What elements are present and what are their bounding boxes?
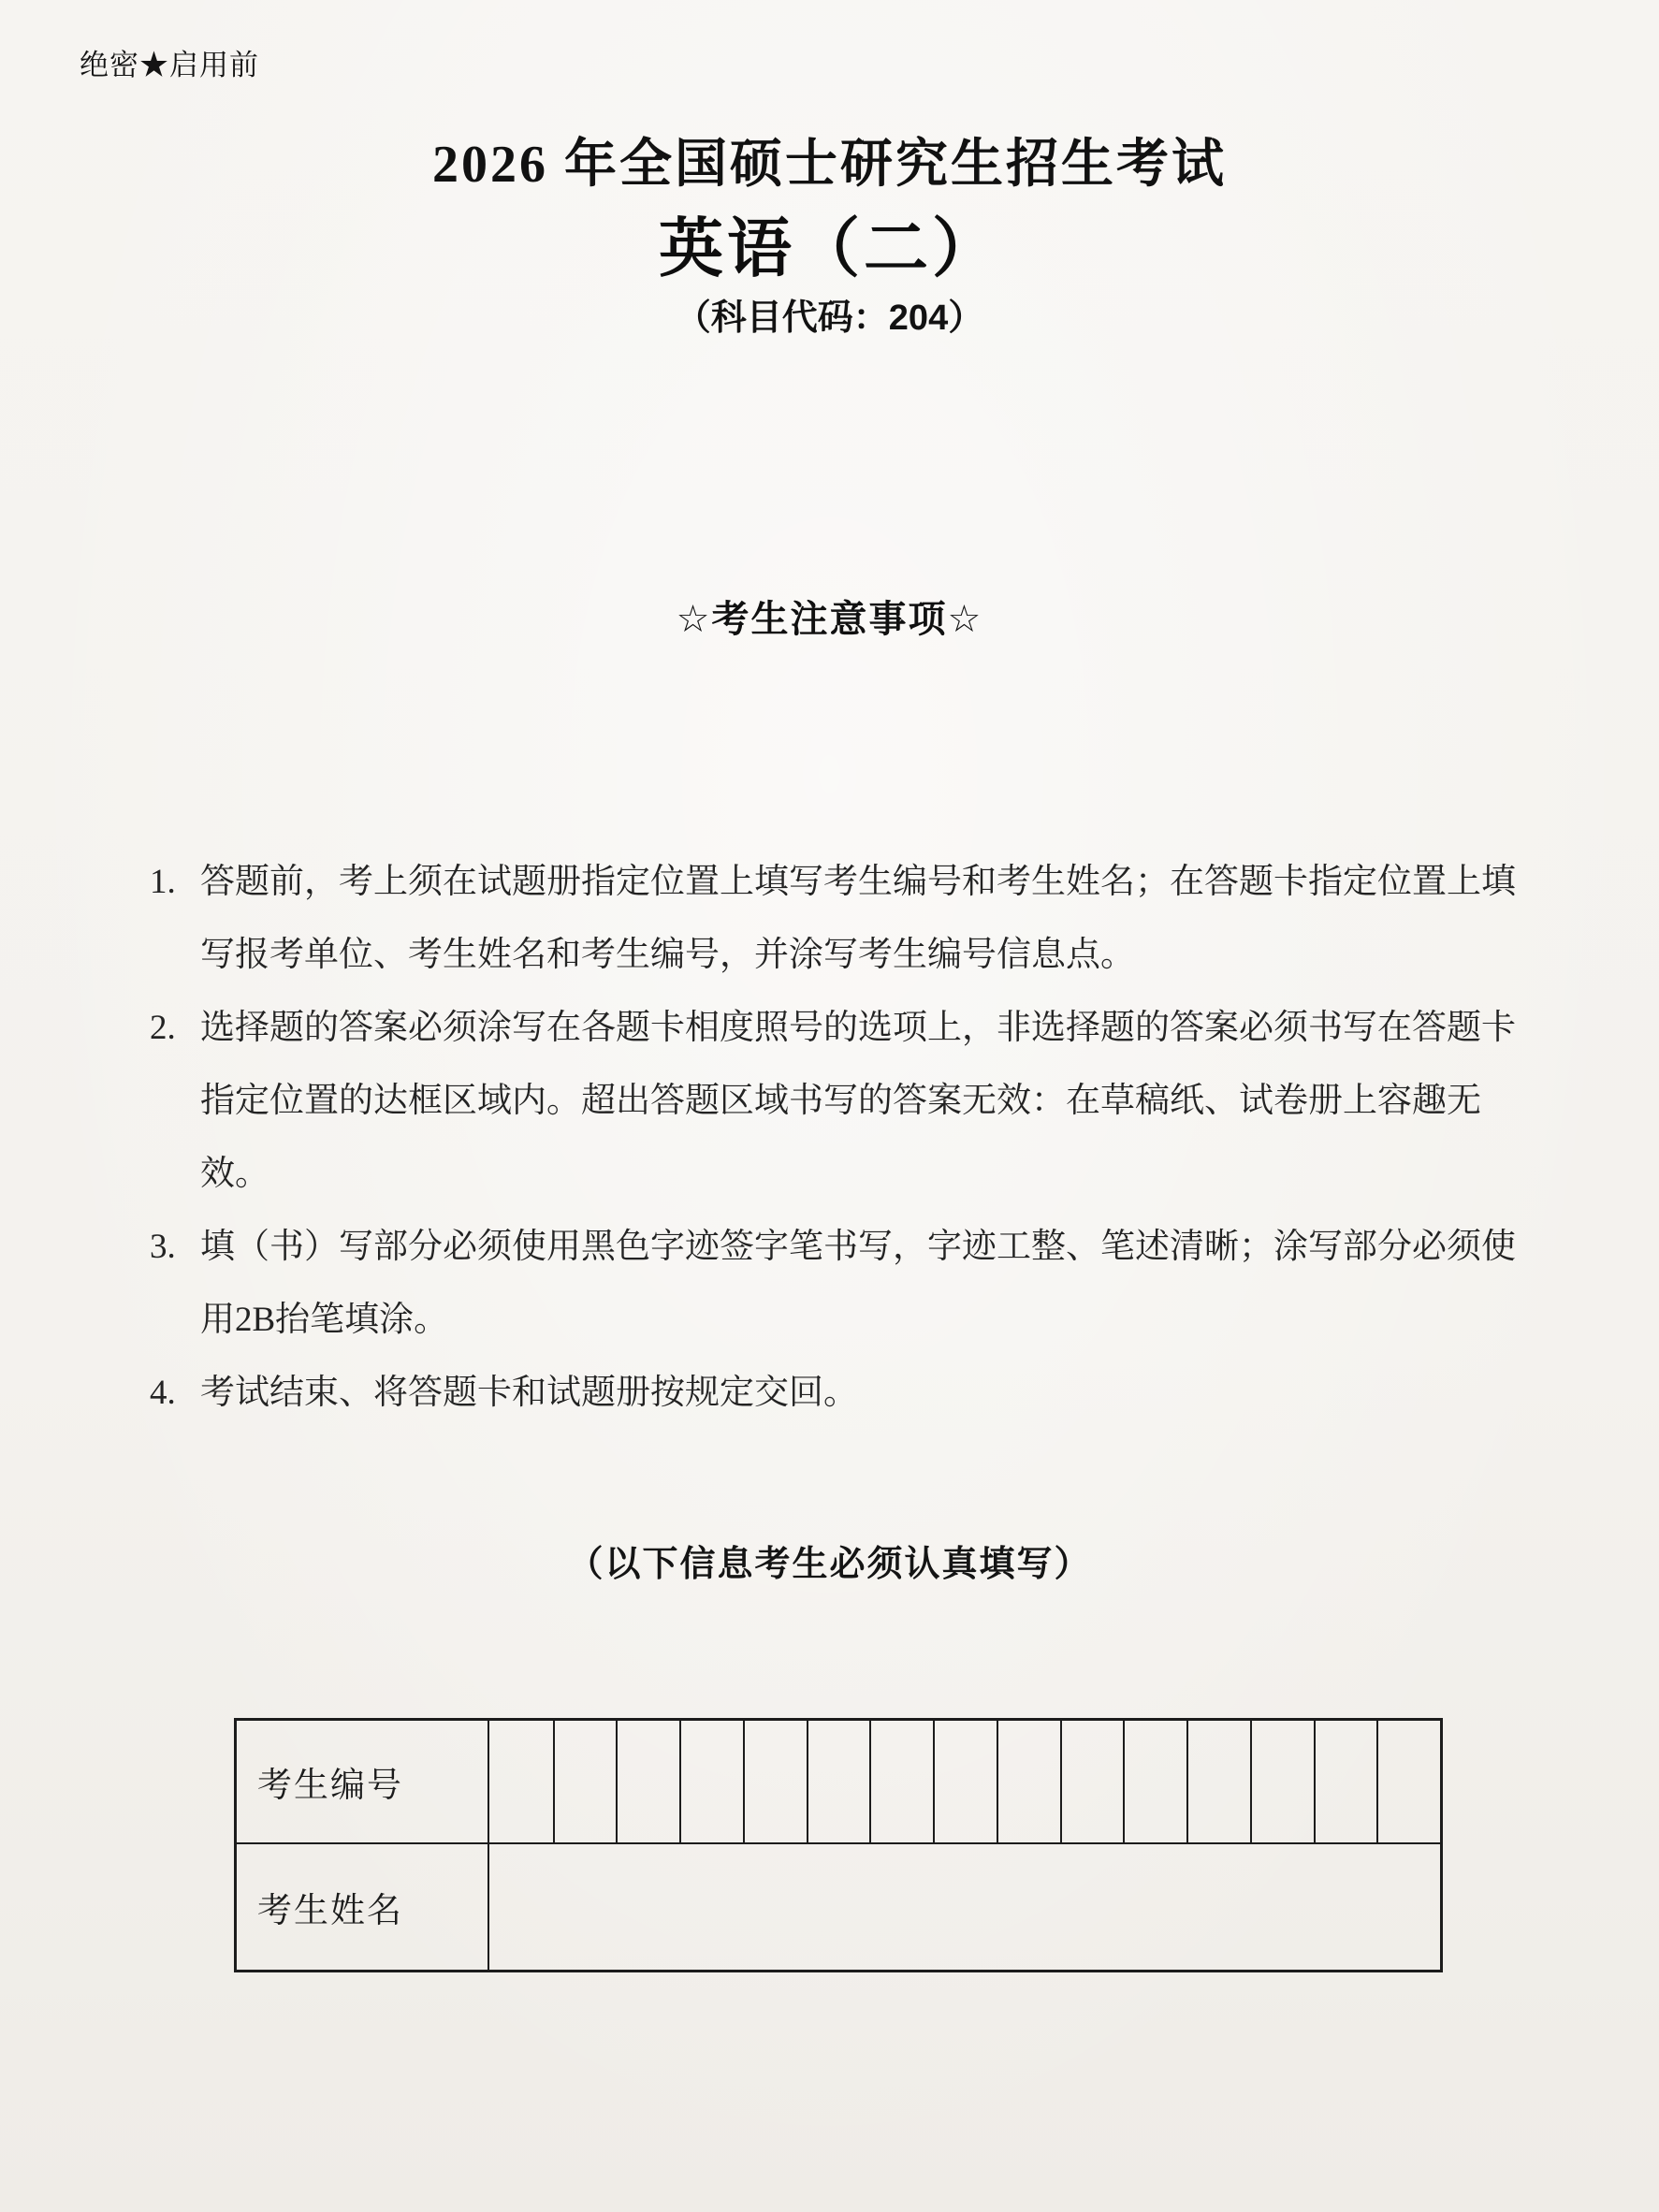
exam-number-cell [807, 1721, 870, 1842]
exam-number-cell [489, 1721, 553, 1842]
candidate-name-label: 考生姓名 [237, 1844, 489, 1970]
exam-number-cell [1186, 1721, 1250, 1842]
notice-item-number: 3. [150, 1228, 176, 1266]
notice-item-4 [150, 1357, 1523, 1430]
notice-list [150, 846, 1523, 1430]
exam-number-cell [679, 1721, 743, 1842]
notice-item-text: 答题前，考上须在试题册指定位置上填写考生编号和考生姓名；在答题卡指定位置上填写报考单位、考生姓名和考生编号，并涂写考生编号信息点。 [200, 863, 1516, 974]
notice-item-text: 选择题的答案必须涂写在各题卡相度照号的选项上，非选择题的答案必须书写在答题卡指定位置的达框区域内。超出答题区域书写的答案无效：在草稿纸、试卷册上容趣无效。 [200, 1009, 1516, 1193]
exam-number-cell [869, 1721, 933, 1842]
exam-number-cell [933, 1721, 997, 1842]
notice-item-text: 填（书）写部分必须使用黑色字迹签字笔书写，字迹工整、笔述清晰；涂写部分必须使用2B抬笔填涂。 [200, 1228, 1516, 1339]
notice-item-1 [150, 846, 1523, 992]
notice-item-3 [150, 1211, 1523, 1357]
candidate-name-cell [489, 1844, 1440, 1970]
exam-number-cell [743, 1721, 807, 1842]
notice-heading: ☆考生注意事项☆ [676, 599, 983, 640]
exam-number-cell [1060, 1721, 1124, 1842]
exam-title: 2026 年全国硕士研究生招生考试 [432, 136, 1227, 194]
notice-item-text: 考试结束、将答题卡和试题册按规定交回。 [200, 1374, 858, 1412]
exam-number-cells [489, 1721, 1440, 1842]
exam-number-cell [1123, 1721, 1186, 1842]
exam-number-cell [553, 1721, 617, 1842]
notice-item-number: 2. [150, 1009, 176, 1047]
classification-label: 绝密★启用前 [80, 49, 259, 81]
exam-number-cell [997, 1721, 1060, 1842]
exam-subject: 英语（二） [659, 212, 1000, 284]
notice-item-number: 1. [150, 863, 176, 901]
candidate-name-row [237, 1842, 1440, 1970]
notice-item-number: 4. [150, 1374, 176, 1412]
exam-number-cell [1314, 1721, 1377, 1842]
subject-code: （科目代码：204） [675, 298, 984, 338]
candidate-info-table [234, 1718, 1443, 1972]
notice-item-2 [150, 992, 1523, 1211]
exam-number-row [237, 1721, 1440, 1842]
exam-number-cell [616, 1721, 679, 1842]
exam-number-label: 考生编号 [237, 1721, 489, 1842]
exam-number-cell [1250, 1721, 1314, 1842]
exam-number-cell [1376, 1721, 1440, 1842]
fill-instruction-note: （以下信息考生必须认真填写） [567, 1545, 1092, 1584]
